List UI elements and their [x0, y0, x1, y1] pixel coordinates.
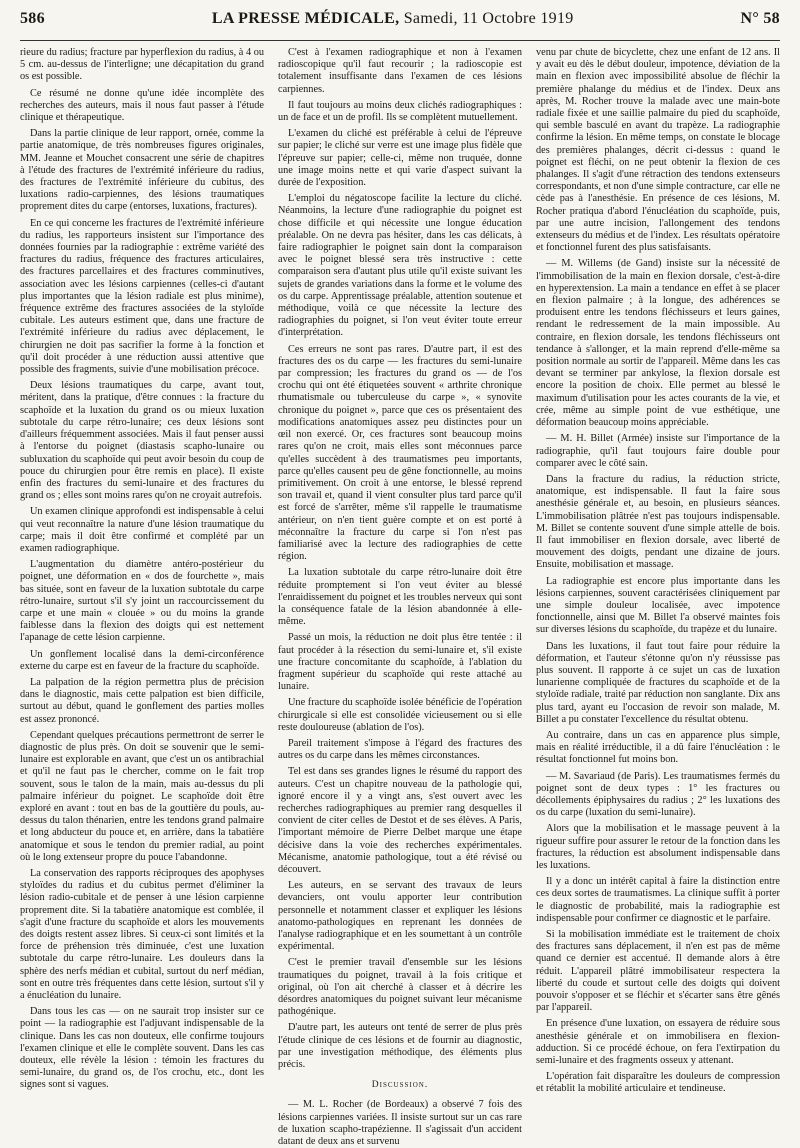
- section-heading: Discussion.: [371, 1080, 429, 1091]
- paragraph: — M. L. Rocher (de Bordeaux) a observé 7 fois des lésions carpiennes variées. Il insiste surtout sur un cas rare de luxation scapho-trapézienne. Il s'agissait d'un accident datant de deux ans et survenu: [278, 1099, 522, 1148]
- paragraph: Une fracture du scaphoïde isolée bénéficie de l'opération chirurgicale si elle est consolidée vicieusement ou si elle reste douloureuse (ablation de l'os).: [278, 697, 522, 733]
- paragraph: Un examen clinique approfondi est indispensable à celui qui veut reconnaître la nature d'une lésion traumatique du carpe; mais il doit être confirmé et complété par un examen radiographique.: [20, 506, 264, 554]
- journal-title: [212, 10, 574, 28]
- paragraph: Il y a donc un intérêt capital à faire la distinction entre ces deux sortes de traumatismes. La clinique suffit à porter le diagnostic de probabilité, mais la radiographie est indispensable pour confirmer ce diagnostic et le parfaire.: [536, 876, 780, 924]
- paragraph: Si la mobilisation immédiate est le traitement de choix des fractures sans déplacement, il n'en est pas de même quand ce dernier est accentué. Il demande alors à être réduit. L'appareil plâtré immobilisateur respectera la liberté du coude et surtout celle des doigts qui doivent pouvoir s'opposer et se fléchir et s'écarter sans être gênés par l'appareil.: [536, 929, 780, 1014]
- paragraph: Les auteurs, en se servant des travaux de leurs devanciers, ont voulu apporter leur contribution personnelle et notamment classer et expliquer les lésions anatomo-pathologiques en reprenant les données de l'analyse radiographique et en les soumettant à un contrôle expérimental.: [278, 880, 522, 953]
- page-header: [20, 10, 780, 41]
- paragraph: Pareil traitement s'impose à l'égard des fractures des autres os du carpe dans les mêmes circonstances.: [278, 737, 522, 762]
- paragraph: — M. Willems (de Gand) insiste sur la nécessité de l'immobilisation de la main en flexion dorsale, c'est-à-dire en hyperextension. La main a tendance en effet à se placer en flexion palmaire ; à la longue, des adhérences se produisent entre les tendons fléchisseurs et leurs gaines, rendant le redressement de la main impossible. Au contraire, en flexion dorsale, les tendons fléchisseurs ont tendance à s'allonger, et la main reprend d'elle-même sa position normale au sortir de l'appareil. Même dans les cas devant se terminer par ankylose, la flexion dorsale est encore la position de choix. Elle permet au blessé le maximum d'utilisation pour les actes courants de la vie, et crée, même au simple point de vue esthétique, une déformation beaucoup moins appréciable.: [536, 258, 780, 429]
- paragraph: Dans tous les cas — on ne saurait trop insister sur ce point — la radiographie est l'adjuvant indispensable de la clinique. Dans les cas non douteux, elle confirme toujours l'examen clinique et elle le complète souvent. Dans les cas douteux, elle révèle la lésion : témoin les fractures du semi-lunaire, du grand os, de l'os crochu, etc., dont les signes sont si vagues.: [20, 1006, 264, 1091]
- paragraph: En ce qui concerne les fractures de l'extrémité inférieure du radius, les rapporteurs insistent sur l'importance des données fournies par la radiographie : extrême variété des fractures du radius, fréquence des fractures articulaires, des fractures parcellaires et des fractures comminutives, association avec les lésions carpiennes (celles-ci d'autant plus importantes que la lésion radiale est plus minime), fréquence extrême des fractures associées de la styloïde cubitale. Les auteurs estiment que, dans une fracture de l'extrémité inférieure du radius avec déplacement, le chirurgien ne doit pas sacrifier la forme à la fonction et qu'il doit procéder à une réduction aussi attentive que possible des fragments, suivie d'une mobilisation précoce.: [20, 217, 264, 376]
- paragraph: — M. Savariaud (de Paris). Les traumatismes fermés du poignet sont de deux types : 1° les fractures ou décollements épiphysaires du radius ; 2° les luxations des os du carpe (luxation du semi-lunaire).: [536, 770, 780, 819]
- paragraph: L'opération fait disparaître les douleurs de compression et rétablit la mobilité articulaire et tendineuse.: [536, 1071, 780, 1095]
- paragraph: Passé un mois, la réduction ne doit plus être tentée : il faut procéder à la résection du semi-lunaire et, s'il existe une fracture concomitante du scaphoïde, à l'ablation du fragment supérieur du scaphoïde qui reste attaché au lunaire.: [278, 632, 522, 693]
- paragraph: venu par chute de bicyclette, chez une enfant de 12 ans. Il y avait eu dès le début douleur, impotence, déviation de la main en flexion avec impossibilité absolue de fléchir la première phalange du médius et de l'index. Deux ans après, M. Rocher trouve la malade avec une main-bote radiale fixée et une saillie palmaire du pied du scaphoïde, qui semble basculé en avant du trapèze. La radiographie confirme la lésion. En même temps, on constate le blocage des premières phalanges, décrit ci-dessus : quand le poignet est fléchi, on ne peut obtenir la flexion de ces phalanges. Il s'agit d'une rétraction des tendons extenseurs correspondants, et non d'une simple contracture, car elle ne cède pas à l'anesthésie. En présence de ces lésions, M. Rocher pratiqua d'abord l'énucléation du scaphoïde, puis, par une autre incision, l'allongement des tendons extenseurs du médius et de l'index. Les résultats opératoire et fonctionnel furent des plus satisfaisants.: [536, 47, 780, 254]
- paragraph: La radiographie est encore plus importante dans les lésions carpiennes, souvent caractérisées cliniquement par une simple douleur localisée, avec impotence fonctionnelle, ainsi que M. Billet l'a observé maintes fois sur diverses lésions du scaphoïde, du trapèze et du lunaire.: [536, 575, 780, 636]
- paragraph: C'est le premier travail d'ensemble sur les lésions traumatiques du poignet, travail à la fois critique et original, où l'on ait cherché à classer et à décrire les désordres anatomiques du poignet suivant leur mécanisme pathogénique.: [278, 957, 522, 1018]
- paragraph: La luxation subtotale du carpe rétro-lunaire doit être réduite promptement si l'on veut éviter au blessé l'enraidissement du poignet et les troubles nerveux qui sont la conséquence fatale de la lésion abandonnée à elle-même.: [278, 567, 522, 628]
- column-2: [278, 47, 522, 1148]
- paragraph: La palpation de la région permettra plus de précision dans le diagnostic, mais cette palpation est bien difficile, surtout au début, quand le gonflement des parties molles est assez prononcé.: [20, 676, 264, 725]
- paragraph: Au contraire, dans un cas en apparence plus simple, mais en réalité irréductible, il a dû faire l'énucléation : le résultat fonctionnel fut moins bon.: [536, 729, 780, 766]
- paragraph: D'autre part, les auteurs ont tenté de serrer de plus près l'étude clinique de ces lésions et de fournir au diagnostic, par une investigation méthodique, des éléments plus précis.: [278, 1022, 522, 1071]
- journal-name: LA PRESSE MÉDICALE,: [211, 10, 400, 27]
- paragraph: Ce résumé ne donne qu'une idée incomplète des recherches des auteurs, mais il nous faut passer à l'étude clinique et thérapeutique.: [20, 87, 264, 124]
- text-columns: [20, 47, 780, 1148]
- paragraph: La conservation des rapports réciproques des apophyses styloïdes du radius et du cubitus permet d'éliminer la lésion radio-cubitale et de penser à une lésion carpienne proprement dite. Si la tabatière anatomique est comblée, il s'agit d'une fracture du scaphoïde et alors les mouvements des doigts restent assez libres. Si ceux-ci sont limités et la force de préhension très diminuée, c'est une luxation subtotale du carpe rétro-lunaire. Les douleurs dans la sphère des nerfs médian et cubital, surtout du nerf médian, sont en outre très fréquentes dans cette lésion, surtout s'il y a énucléation du lunaire.: [20, 868, 264, 1002]
- issue-number: N° 58: [740, 10, 780, 27]
- paragraph: Dans la partie clinique de leur rapport, ornée, comme la partie anatomique, de très nombreuses figures originales, MM. Jeanne et Mouchet consacrent une série de chapitres à l'étude des fractures de l'extrémité inférieure du radius, des fractures de l'extrémité inférieure du cubitus, des luxations radio-carpiennes, des lésions traumatiques proprement dites du carpe (entorses, luxations, fractures).: [20, 128, 264, 213]
- paragraph: Cependant quelques précautions permettront de serrer le diagnostic de plus près. On doit se souvenir que le semi-lunaire est explorable en avant, que c'est un os antibrachial et qu'il ne faut pas le chercher, comme on le fait trop souvent, sous le talon de la main, mais au-dessus du pli palmaire inférieur du poignet. Le scaphoïde doit être exploré en avant : tout en bas de la gouttière du pouls, au-dessus du talon thénarien, entre les tendons grand palmaire et long abducteur du pouce et, en arrière, dans la tabatière anatomique et sous le tendon du premier radial, au point où le long extenseur propre du pouce l'abandonne.: [20, 729, 264, 863]
- paragraph: Tel est dans ses grandes lignes le résumé du rapport des auteurs. C'est un chapitre nouveau de la pathologie qui, ignoré encore il y a vingt ans, s'est ouvert avec les recherches radiographiques au premier rang desquelles il convient de citer celles de Destot et de ses élèves. A Paris, l'important mémoire de Pierre Delbet marque une étape décisive dans la voie des recherches expérimentales. Mécanisme, anatomie pathologique, tout a été révisé ou découvert.: [278, 766, 522, 875]
- issue-date: Samedi, 11 Octobre 1919: [403, 10, 574, 27]
- paragraph: En présence d'une luxation, on essayera de réduire sous anesthésie générale et on immobilisera en flexion-adduction. Si ce procédé échoue, on fera l'extirpation du semi-lunaire et des fragments osseux y attenant.: [536, 1018, 780, 1067]
- paragraph: Ces erreurs ne sont pas rares. D'autre part, il est des fractures des os du carpe — les fractures du semi-lunaire par compression; les fractures du grand os — de l'os crochu qui ont été étiquetées souvent « arthrite chronique rhumatismale ou tuberculeuse du carpe », « synovite chronique du poignet », parce que ces os présentaient des modifications anatomiques assez peu distinctes pour un œil non exercé. Or, ces fractures sont beaucoup moins rares qu'on ne croit, mais elles sont méconnues parce qu'elles succèdent à des traumatismes peu importants, parce qu'elles causent peu de gêne fonctionnelle, au moins primitivement. On croit à une entorse, le blessé reprend son travail et, quand il vient consulter plus tard parce qu'il est forcé de s'arrêter, même s'il rappelle le traumatisme antérieur, on n'en tient guère compte et on est porté à méconnaître la fracture du carpe si l'on n'est pas familiarisé avec la lecture des radiographies de cette région.: [278, 343, 522, 563]
- paragraph: Un gonflement localisé dans la demi-circonférence externe du carpe est en faveur de la fracture du scaphoïde.: [20, 648, 264, 672]
- paragraph: L'examen du cliché est préférable à celui de l'épreuve sur papier; le cliché sur verre est une image plus fidèle que l'épreuve sur papier; celle-ci, même non truquée, donne une image moins nette et qui varie d'aspect suivant la durée de l'exposition.: [278, 128, 522, 189]
- paragraph: Dans les luxations, il faut tout faire pour réduire la déformation, et l'auteur s'étonne qu'on n'y réussisse pas plus souvent. Il rapporte à ce sujet un cas de luxation lunarienne compliquée de fractures du scaphoïde et de la styloïde radiale, traité par réduction non sanglante. Dix ans plus tard, ayant eu l'occasion de revoir son malade, M. Billet a pu constater l'excellence du résultat obtenu.: [536, 640, 780, 725]
- paragraph: Deux lésions traumatiques du carpe, avant tout, méritent, dans la pratique, d'être connues : la fracture du scaphoïde et la luxation du grand os ou mieux luxation subtotale du carpe rétro-lunaire; ces deux lésions sont d'ailleurs fréquemment associées. Mais il faut penser aussi à l'entorse du poignet (diastasis scapho-lunaire ou subluxation du scaphoïde qui peut avoir besoin du coup de pouce du chirurgien pour être remis en place). Il existe enfin des fractures du semi-lunaire et des fractures du grand os ; elles sont moins rares qu'on ne croyait autrefois.: [20, 380, 264, 502]
- column-1: [20, 47, 264, 1091]
- paragraph: Dans la fracture du radius, la réduction stricte, anatomique, est indispensable. Il faut la faire sous anesthésie générale et, au besoin, en plusieurs séances. L'immobilisation plâtrée n'est pas toujours indispensable. M. Billet se contente souvent d'une simple attelle de bois. Il faut immobiliser en flexion dorsale, avec liberté de mouvement des doigts, pendant une dizaine de jours. Ensuite, mobilisation et massage.: [536, 473, 780, 571]
- page-number: 586: [20, 10, 45, 27]
- paragraph: L'augmentation du diamètre antéro-postérieur du poignet, une déformation en « dos de fourchette », mais bas située, sont en faveur de la luxation subtotale du carpe rétro-lunaire, surtout s'il s'y joint un raccourcissement du carpe et une main « clouée » ou du moins la grande faiblesse dans la flexion des doigts qui est nettement l'apanage de cette lésion carpienne.: [20, 559, 264, 644]
- paragraph: Alors que la mobilisation et le massage peuvent à la rigueur suffire pour assurer le retour de la fonction dans les fractures, la réduction est absolument indispensable dans les luxations.: [536, 823, 780, 871]
- paragraph: C'est à l'examen radiographique et non à l'examen radioscopique qu'il faut recourir ; la radioscopie est totalement insuffisante dans l'examen de ces lésions carpiennes.: [278, 47, 522, 95]
- column-3: [536, 47, 780, 1095]
- paragraph: Il faut toujours au moins deux clichés radiographiques : un de face et un de profil. Ils se complètent mutuellement.: [278, 99, 522, 124]
- paragraph: — M. H. Billet (Armée) insiste sur l'importance de la radiographie, qu'il faut toujours faire double pour comparer avec le côté sain.: [536, 433, 780, 469]
- paragraph: rieure du radius; fracture par hyperflexion du radius, à 4 ou 5 cm. au-dessus de l'interligne; une décapitation du grand os est possible.: [20, 47, 264, 83]
- paragraph: L'emploi du négatoscope facilite la lecture du cliché. Néanmoins, la lecture d'une radiographie du poignet est chose difficile et qui nécessite une longue éducation préalable. On ne devra pas hésiter, dans les cas délicats, à faire radiographier le poignet sain dont la comparaison avec le poignet blessé sera très instructive : cette comparaison sera d'autant plus utile qu'il existe suivant les sujets de grandes variations dans la forme et le volume des os du carpe. Apprentissage préalable, attention soutenue et méthodique, voilà ce que nécessite la lecture des radiographies du poignet, si l'on veut éviter toute erreur d'interprétation.: [278, 193, 522, 339]
